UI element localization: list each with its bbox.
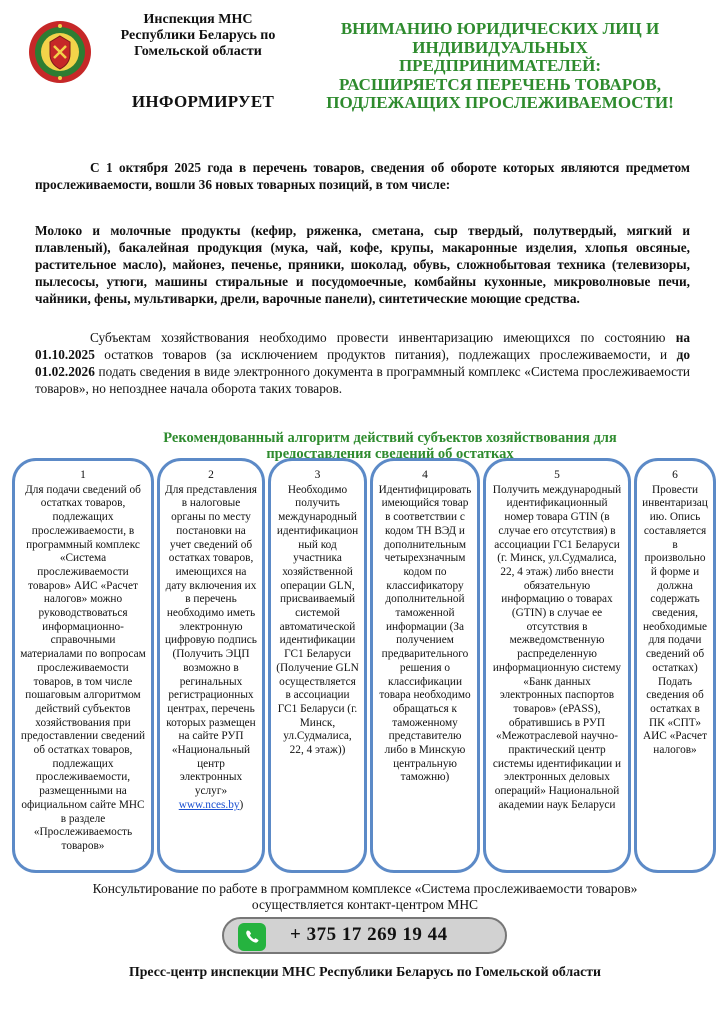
algorithm-title-line-2: предоставления сведений об остатках <box>266 446 514 462</box>
step-text: Получить международный идентификационный номер товара GTIN (в случае его отсутствия) в ассоциации ГС1 Беларуси (г. Минск, ул.Судмалиса, 22, 4 этаж) либо внести обязательную информацию о товарах (GTIN) в случае ее отсутствия в межведомственную распределенную информационную систему «Банк данных электронных паспортов товаров» (ePASS), обратившись в РУП «Межотраслевой научно-практический центр системы идентификации и электронных деловых операций» Национальной академии наук Беларуси <box>492 483 622 811</box>
step-text: Для представления в налоговые органы по месту постановки на учет сведений об остатках товаров, имеющихся на дату включения их в перечень необходимо иметь электронную цифровую подпись (Получить ЭЦП возможно в регинальных регистрационных центрах, перечень которых размещен на сайте РУП «Национальный центр электронных услуг» <box>165 483 257 798</box>
org-line-1: Инспекция МНС <box>143 12 253 27</box>
step-number: 2 <box>208 469 214 481</box>
headline-line-2: ИНДИВИДУАЛЬНЫХ <box>412 37 588 57</box>
inventory-paragraph <box>35 330 690 398</box>
inventory-text-b: остатков товаров (за исключением продуктов питания), подлежащих прослеживаемости, и <box>94 346 677 362</box>
step-number: 6 <box>672 469 678 481</box>
org-line-3: Гомельской области <box>134 44 262 59</box>
nces-link[interactable]: www.nces.by <box>178 798 240 811</box>
algorithm-step-4 <box>370 458 480 873</box>
inventory-text-c: подать сведения в виде электронного документа в программный комплекс «Система прослеживаемости товаров», но непозднее начала оборота таких товаров. <box>35 363 690 396</box>
step-text: Для подачи сведений об остатках товаров, подлежащих прослеживаемости, в программный комплекс «Система прослеживаемости товаров» АИС «Расчет налогов» можно руководствоваться информационно-справочными материалами по вопросам прослеживаемости товаров, в том числе пошаговым алгоритмом действий субъектов хозяйствования при предоставлении сведений об остатках товаров, подлежащих прослеживаемости, размещенными на официальном сайте МНС в разделе «Прослеживаемость товаров» <box>20 483 146 852</box>
algorithm-step-2 <box>157 458 265 873</box>
goods-list-paragraph: Молоко и молочные продукты (кефир, ряженка, сметана, сыр твердый, полутвердый, мягкий и плавленый), бакалейная продукция (мука, чай, кофе, крупы, макаронные изделия, хлопья овсяные, растительное масло), майонез, печенье, пряники, шоколад, обувь, сложнобытовая техника (телевизоры, пылесосы, утюги, машины стиральные и посудомоечные, комбайны кухонные, микроволновые печи, чайники, фены, мультиварки, дрели, варочные панели), синтетические моющие средства. <box>35 223 690 306</box>
headline <box>290 20 710 113</box>
algorithm-title <box>60 430 720 462</box>
headline-line-3: ПРЕДПРИНИМАТЕЛЕЙ: <box>398 56 602 75</box>
consultation-line-1: Консультирование по работе в программном комплексе «Система прослеживаемости товаров» <box>92 881 638 896</box>
step-number: 1 <box>80 469 86 481</box>
step-text: Идентифицировать имеющийся товар в соответствии с кодом ТН ВЭД и дополнительным четырехзначным кодом по классификатору дополнительной таможенной информации (За получением предварительного решения о классификации товара необходимо обращаться к таможенному представителю либо в Минскую центральную таможню) <box>378 483 472 784</box>
informs-label: ИНФОРМИРУЕТ <box>131 92 275 111</box>
step-text-tail: ) <box>239 798 244 811</box>
step-text: Необходимо получить международный идентификационный код участника хозяйственной операции GLN, присваиваемый системой автоматической идентификации ГС1 Беларуси (Получение GLN осуществляется в ассоциации ГС1 Беларуси (г. Минск, ул.Судмалиса, 22, 4 этаж)) <box>276 483 359 757</box>
headline-line-5: ПОДЛЕЖАЩИХ ПРОСЛЕЖИВАЕМОСТИ! <box>326 93 674 112</box>
inventory-text-a: Субъектам хозяйствования необходимо провести инвентаризацию имеющихся по состоянию <box>90 330 676 345</box>
algorithm-step-1 <box>12 458 154 873</box>
algorithm-step-3 <box>268 458 367 873</box>
tax-inspection-emblem-icon <box>28 20 92 84</box>
intro-paragraph-1: С 1 октября 2025 года в перечень товаров, сведения об обороте которых являются предметом прослеживаемости, вошли 36 новых товарных позиций, в том числе: <box>35 160 690 192</box>
press-center-signature: Пресс-центр инспекции МНС Республики Беларусь по Гомельской области <box>129 964 601 979</box>
org-line-2: Республики Беларусь по <box>120 28 276 43</box>
algorithm-step-5 <box>483 458 631 873</box>
headline-line-4: РАСШИРЯЕТСЯ ПЕРЕЧЕНЬ ТОВАРОВ, <box>339 74 661 94</box>
step-number: 4 <box>422 469 428 481</box>
algorithm-title-line-1: Рекомендованный алгоритм действий субъектов хозяйствования для <box>163 430 617 446</box>
algorithm-step-6 <box>634 458 716 873</box>
consultation-line-2: осуществляется контакт-центром МНС <box>251 897 479 912</box>
headline-line-1: ВНИМАНИЮ ЮРИДИЧЕСКИХ ЛИЦ И <box>340 19 660 38</box>
inventory-date-2: до 01.02.2026 <box>35 346 690 379</box>
step-text: Провести инвентаризацию. Опись составляется в произвольной форме и должна содержать сведения, необходимые для подачи сведений об остатках) Подать сведения об остатках в ПК «СПТ» АИС «Расчет налогов» <box>642 483 708 757</box>
inventory-date-1: на 01.10.2025 <box>35 330 690 362</box>
whatsapp-phone-icon <box>238 923 266 951</box>
step-number: 5 <box>554 469 560 481</box>
consultation-note <box>40 881 690 913</box>
contact-phone-number[interactable]: + 375 17 269 19 44 <box>290 924 448 945</box>
step-number: 3 <box>314 469 321 481</box>
organization-name <box>98 12 298 60</box>
contact-phone-pill[interactable] <box>222 917 507 954</box>
